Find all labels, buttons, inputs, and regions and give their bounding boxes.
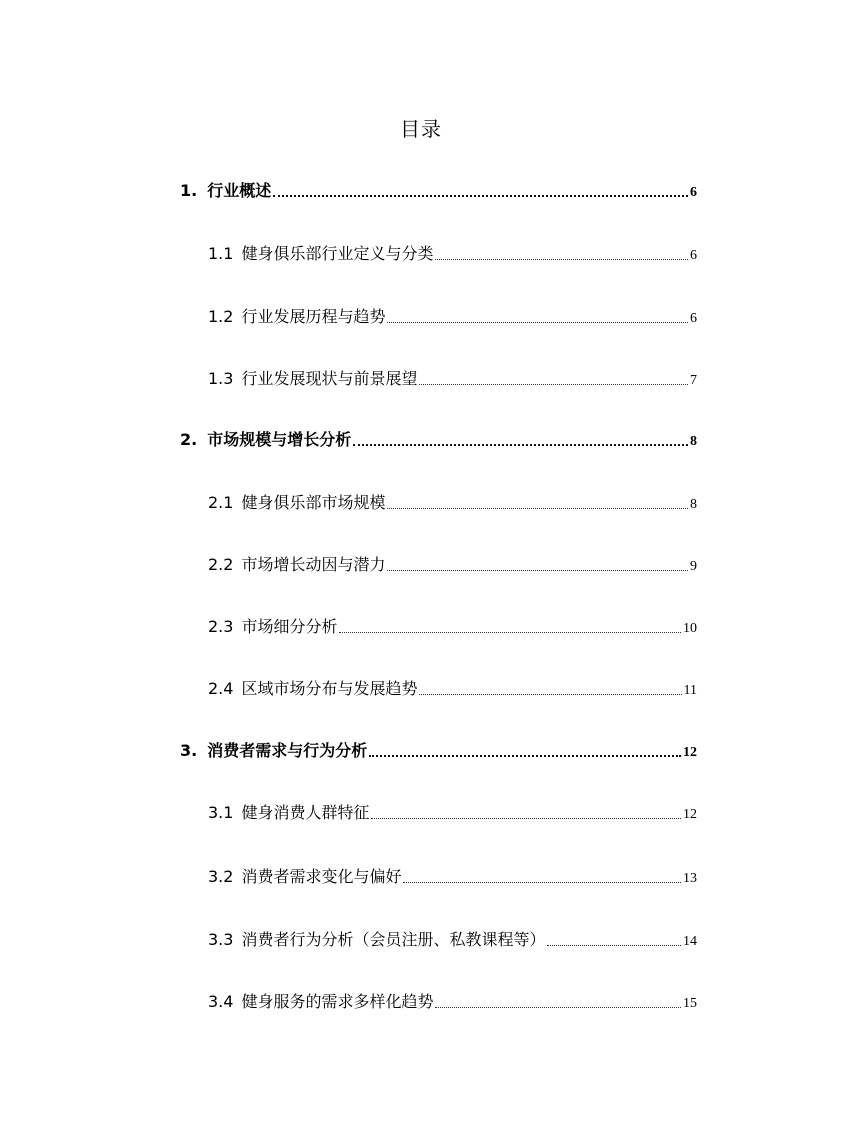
toc-entry-label: 2.3 市场细分分析 (208, 617, 338, 636)
toc-entry-label: 3.3 消费者行为分析（会员注册、私教课程等） (208, 930, 546, 949)
toc-entry[interactable] (208, 490, 697, 514)
toc-entry[interactable] (180, 427, 697, 451)
dot-leader (369, 754, 681, 757)
toc-entry-label: 3.1 健身消费人群特征 (208, 803, 370, 822)
dot-leader (419, 383, 688, 385)
toc-entry[interactable] (180, 178, 697, 202)
toc-entry-page: 9 (690, 559, 697, 574)
toc-entry[interactable] (208, 864, 697, 888)
dot-leader (387, 507, 688, 509)
dot-leader (273, 194, 688, 197)
toc-entry[interactable] (208, 800, 697, 824)
toc-entry-label: 1.1 健身俱乐部行业定义与分类 (208, 244, 434, 263)
toc-entry[interactable] (208, 366, 697, 390)
toc-entry[interactable] (208, 241, 697, 265)
toc-entry[interactable] (208, 676, 697, 700)
dot-leader (353, 443, 688, 446)
toc-entry-page: 10 (683, 621, 697, 636)
toc-entry-page: 6 (690, 311, 697, 326)
toc-entry-label: 1. 行业概述 (180, 181, 272, 200)
toc-entry[interactable] (208, 989, 697, 1013)
toc-entry-page: 6 (690, 248, 697, 263)
toc-entry-label: 2.2 市场增长动因与潜力 (208, 555, 386, 574)
toc-entry[interactable] (208, 304, 697, 328)
toc-entry-label: 1.2 行业发展历程与趋势 (208, 307, 386, 326)
toc-entry[interactable] (208, 552, 697, 576)
toc-entry[interactable] (180, 738, 697, 762)
dot-leader (419, 693, 681, 695)
dot-leader (387, 569, 688, 571)
toc-entry[interactable] (208, 614, 697, 638)
toc-entry-page: 12 (683, 745, 697, 760)
dot-leader (339, 631, 681, 633)
toc-entry-label: 2. 市场规模与增长分析 (180, 430, 352, 449)
toc-entry-page: 8 (690, 434, 697, 449)
dot-leader (435, 1006, 681, 1008)
toc-entry-page: 11 (683, 683, 697, 698)
dot-leader (371, 817, 681, 819)
dot-leader (435, 258, 688, 260)
dot-leader (387, 321, 688, 323)
toc-entry-page: 13 (683, 871, 697, 886)
toc-entry-label: 2.4 区域市场分布与发展趋势 (208, 679, 418, 698)
toc-entry[interactable] (208, 927, 697, 951)
toc-entry-label: 3. 消费者需求与行为分析 (180, 741, 368, 760)
dot-leader (403, 881, 681, 883)
toc-entry-page: 6 (690, 185, 697, 200)
toc-entry-label: 2.1 健身俱乐部市场规模 (208, 493, 386, 512)
toc-entry-page: 12 (683, 807, 697, 822)
toc-entry-page: 14 (683, 934, 697, 949)
toc-title: 目录 (400, 117, 442, 141)
toc-entry-page: 8 (690, 497, 697, 512)
toc-entry-label: 1.3 行业发展现状与前景展望 (208, 369, 418, 388)
toc-entry-label: 3.4 健身服务的需求多样化趋势 (208, 992, 434, 1011)
toc-entry-label: 3.2 消费者需求变化与偏好 (208, 867, 402, 886)
toc-entry-page: 15 (683, 996, 697, 1011)
dot-leader (547, 944, 681, 946)
toc-entry-page: 7 (690, 373, 697, 388)
